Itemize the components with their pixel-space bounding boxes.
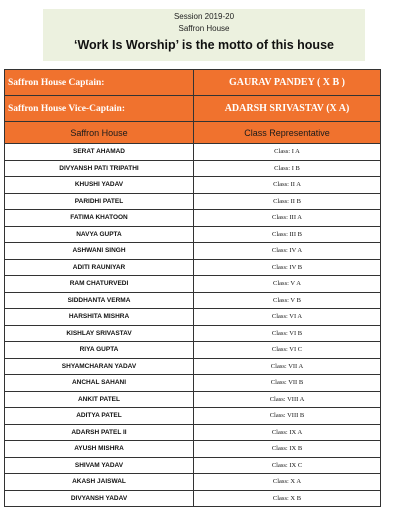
table-row — [5, 177, 381, 194]
table-row — [5, 375, 381, 392]
student-class: Class: VII B — [194, 375, 381, 392]
table-header-row — [5, 122, 381, 144]
student-class: Class: IX A — [194, 424, 381, 441]
student-name: KISHLAY SRIVASTAV — [5, 325, 194, 342]
student-name: RIYA GUPTA — [5, 342, 194, 359]
student-name: ASHWANI SINGH — [5, 243, 194, 260]
table-row — [5, 243, 381, 260]
table-row — [5, 276, 381, 293]
student-class: Class: V B — [194, 292, 381, 309]
student-name: ANKIT PATEL — [5, 391, 194, 408]
column-header-house: Saffron House — [5, 122, 194, 144]
student-name: SERAT AHAMAD — [5, 144, 194, 161]
table-row — [5, 210, 381, 227]
student-class: Class: X A — [194, 474, 381, 491]
student-name: SIDDHANTA VERMA — [5, 292, 194, 309]
table-row — [5, 226, 381, 243]
vice-captain-row — [5, 96, 381, 122]
column-header-class: Class Representative — [194, 122, 381, 144]
vice-captain-name: ADARSH SRIVASTAV (X A) — [194, 96, 381, 122]
student-name: KHUSHI YADAV — [5, 177, 194, 194]
student-name: FATIMA KHATOON — [5, 210, 194, 227]
student-class: Class: X B — [194, 490, 381, 507]
student-name: DIVYANSH YADAV — [5, 490, 194, 507]
student-class: Class: V A — [194, 276, 381, 293]
student-class: Class: VII A — [194, 358, 381, 375]
table-row — [5, 160, 381, 177]
student-name: ADITYA PATEL — [5, 408, 194, 425]
student-name: PARIDHI PATEL — [5, 193, 194, 210]
student-name: SHIVAM YADAV — [5, 457, 194, 474]
student-name: HARSHITA MISHRA — [5, 309, 194, 326]
student-class: Class: IX B — [194, 441, 381, 458]
student-name: RAM CHATURVEDI — [5, 276, 194, 293]
student-class: Class: I B — [194, 160, 381, 177]
session-label: Session 2019-20 — [173, 12, 235, 21]
document-header — [43, 9, 365, 61]
table-row — [5, 325, 381, 342]
table-row — [5, 457, 381, 474]
table-row — [5, 490, 381, 507]
student-class: Class: VIII B — [194, 408, 381, 425]
student-class: Class: IV A — [194, 243, 381, 260]
table-row — [5, 424, 381, 441]
student-class: Class: II A — [194, 177, 381, 194]
table-row — [5, 474, 381, 491]
table-row — [5, 408, 381, 425]
table-row — [5, 259, 381, 276]
table-row — [5, 292, 381, 309]
table-row — [5, 391, 381, 408]
student-name: AKASH JAISWAL — [5, 474, 194, 491]
table-row — [5, 441, 381, 458]
student-class: Class: III B — [194, 226, 381, 243]
student-class: Class: IX C — [194, 457, 381, 474]
table-row — [5, 342, 381, 359]
house-name: Saffron House — [178, 24, 230, 33]
student-class: Class: VI B — [194, 325, 381, 342]
captain-row — [5, 70, 381, 96]
captain-label: Saffron House Captain: — [5, 70, 194, 96]
student-name: DIVYANSH PATI TRIPATHI — [5, 160, 194, 177]
student-name: ANCHAL SAHANI — [5, 375, 194, 392]
student-name: SHYAMCHARAN YADAV — [5, 358, 194, 375]
table-row — [5, 144, 381, 161]
student-name: NAVYA GUPTA — [5, 226, 194, 243]
student-name: ADITI RAUNIYAR — [5, 259, 194, 276]
table-row — [5, 358, 381, 375]
student-name: ADARSH PATEL II — [5, 424, 194, 441]
table-row — [5, 309, 381, 326]
house-table — [4, 69, 381, 507]
student-class: Class: I A — [194, 144, 381, 161]
student-class: Class: IV B — [194, 259, 381, 276]
student-class: Class: VI A — [194, 309, 381, 326]
captain-name: GAURAV PANDEY ( X B ) — [194, 70, 381, 96]
student-class: Class: II B — [194, 193, 381, 210]
student-name: AYUSH MISHRA — [5, 441, 194, 458]
student-class: Class: III A — [194, 210, 381, 227]
student-class: Class: VIII A — [194, 391, 381, 408]
student-class: Class: VI C — [194, 342, 381, 359]
table-row — [5, 193, 381, 210]
house-motto: ‘Work Is Worship’ is the motto of this house — [74, 38, 334, 52]
vice-captain-label: Saffron House Vice-Captain: — [5, 96, 194, 122]
